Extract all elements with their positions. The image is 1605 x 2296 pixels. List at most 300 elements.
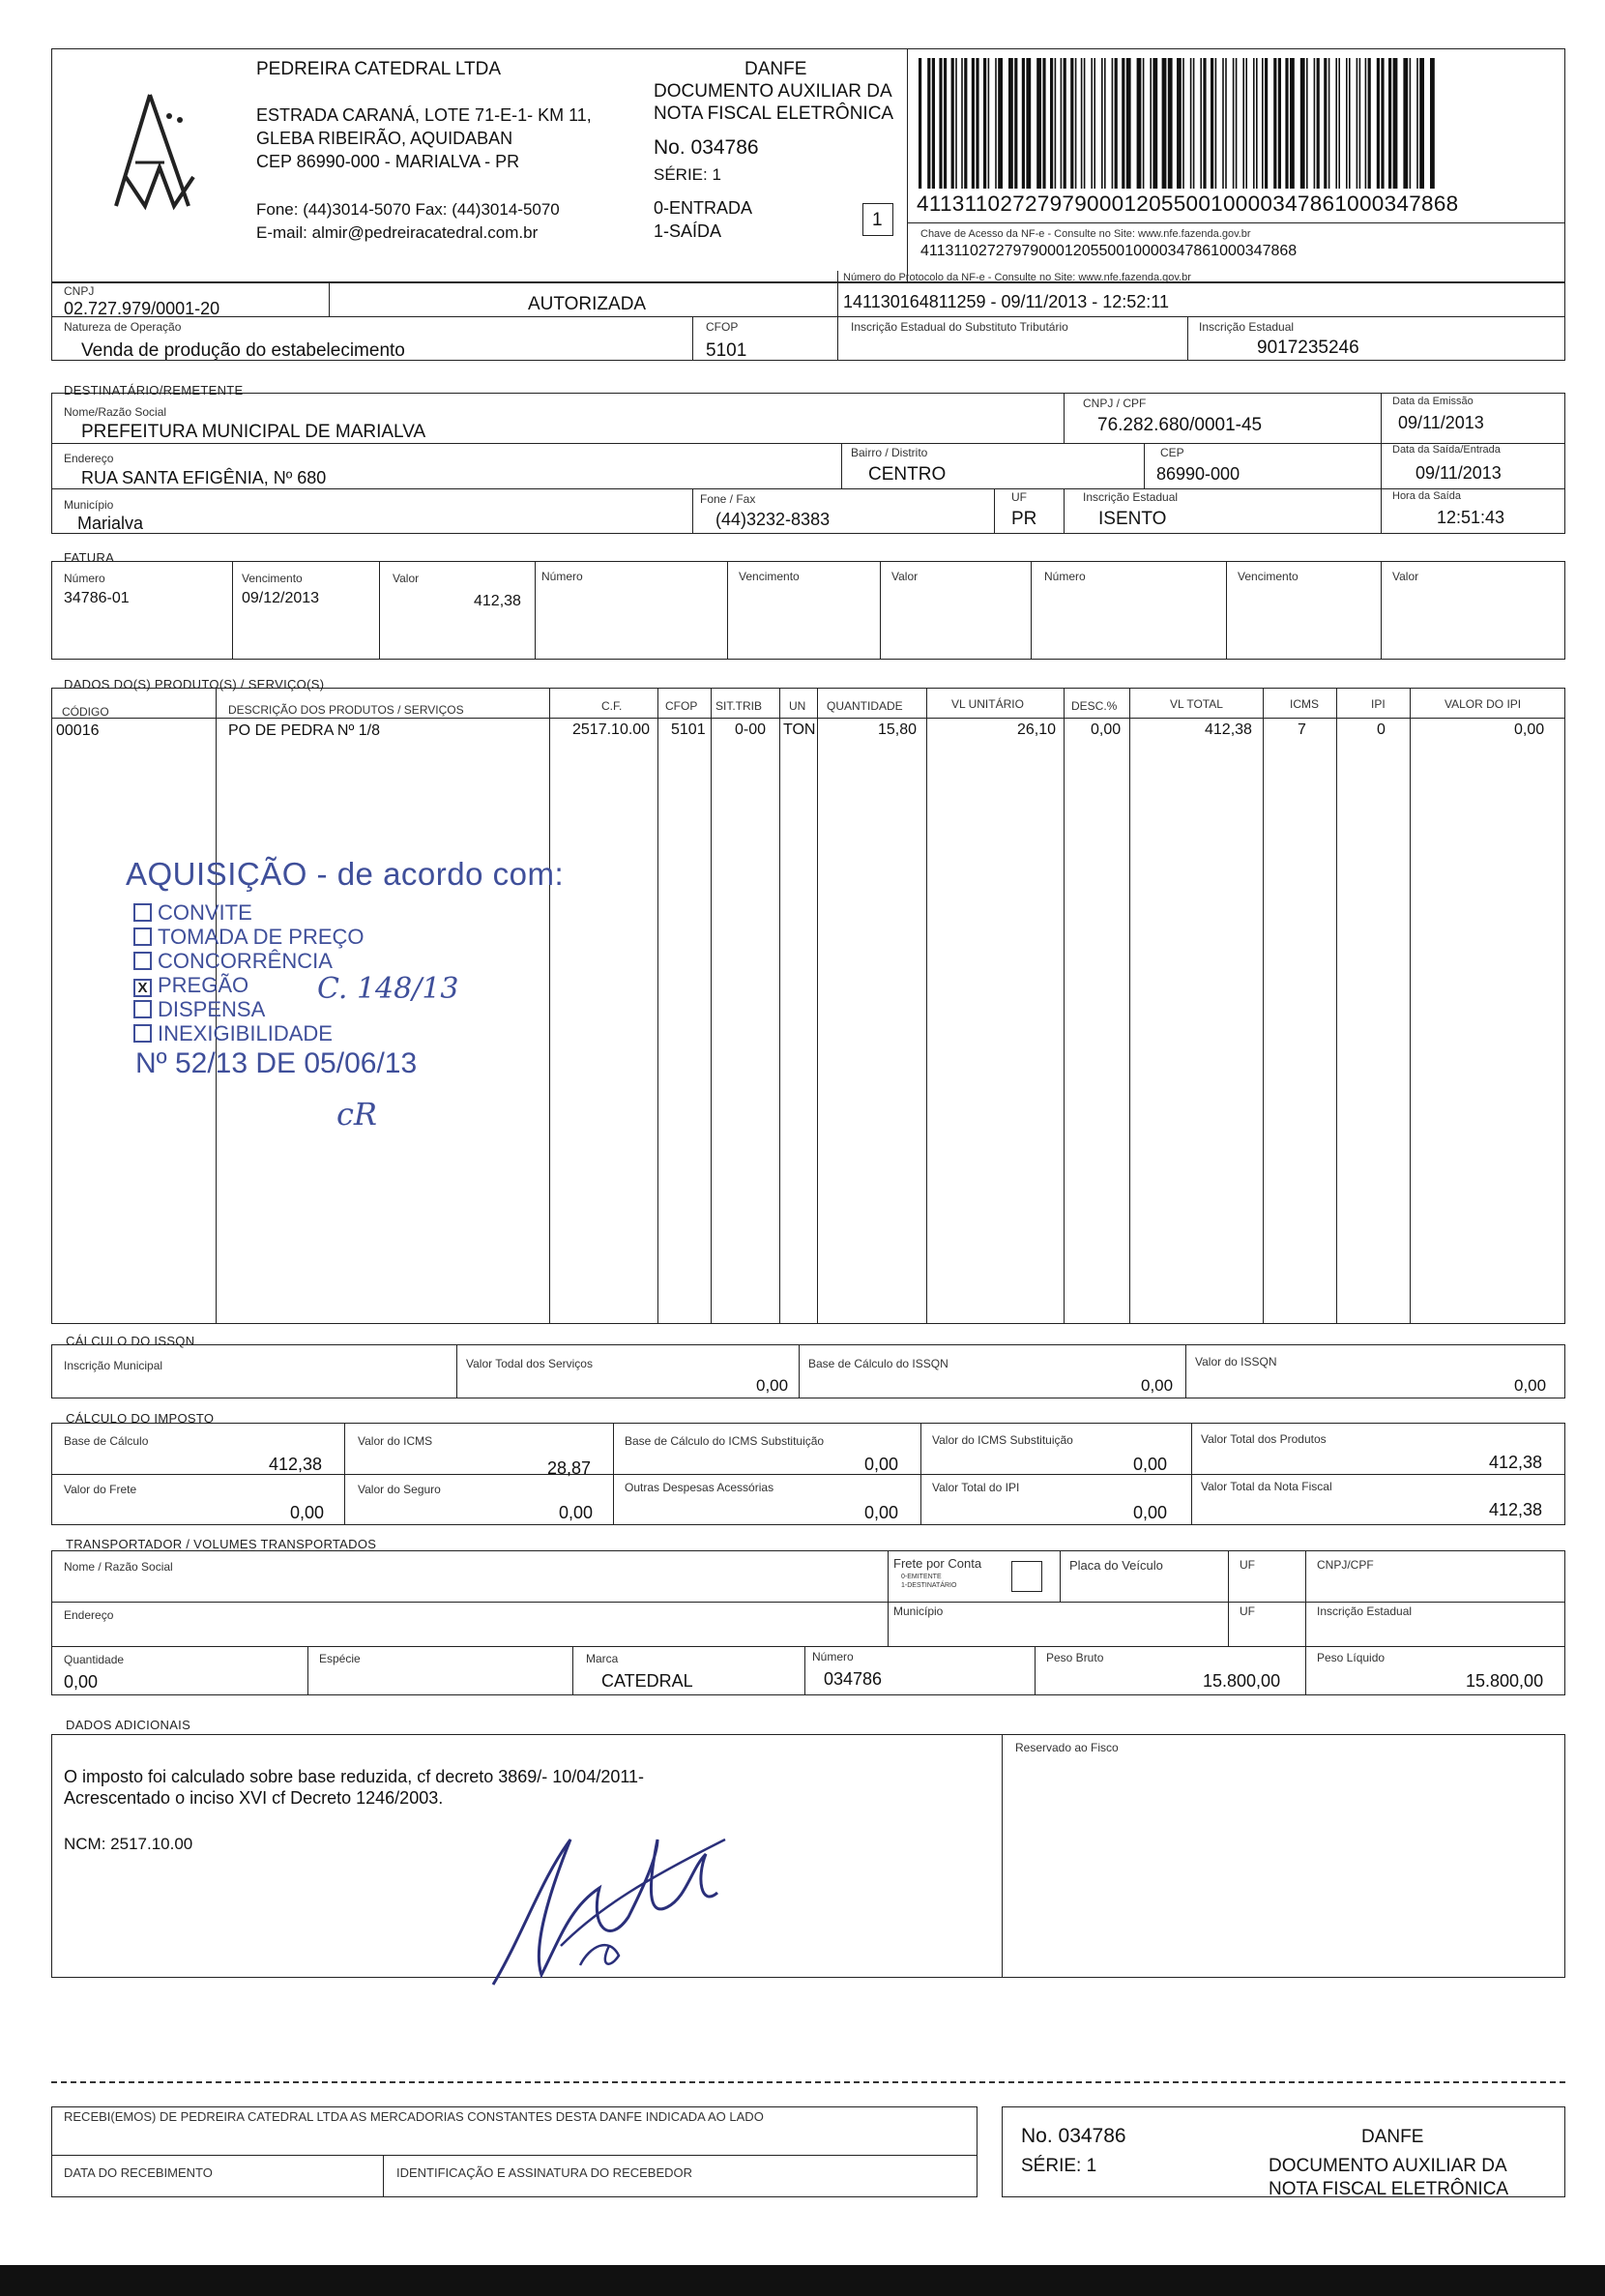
city-label: Município <box>64 498 114 512</box>
transport-cnpj-label: CNPJ/CPF <box>1317 1558 1374 1572</box>
col-header-cfop: CFOP <box>665 699 698 713</box>
barcode-bar <box>1168 58 1173 189</box>
col-header-descricao: DESCRIÇÃO DOS PRODUTOS / SERVIÇOS <box>228 703 464 717</box>
invoice-value-label: Valor <box>393 572 420 585</box>
stamp-option-6: INEXIGIBILIDADE <box>133 1021 333 1046</box>
barcode-bar <box>1324 58 1327 189</box>
barcode-bar <box>1265 58 1268 189</box>
barcode-bar <box>1377 58 1380 189</box>
recipient-district: CENTRO <box>868 464 947 485</box>
divider <box>1191 1423 1192 1525</box>
receipt-doc-2: NOTA FISCAL ELETRÔNICA <box>1269 2179 1509 2199</box>
barcode-bar <box>1064 58 1066 189</box>
barcode-bar <box>1225 58 1227 189</box>
barcode-bar <box>1233 58 1235 189</box>
row-desc: 0,00 <box>1091 721 1122 738</box>
issqn-value-3: 0,00 <box>1141 1376 1174 1395</box>
barcode-bar <box>1393 58 1398 189</box>
cnpj-value: 02.727.979/0001-20 <box>64 299 220 318</box>
divider <box>51 443 1565 444</box>
tax-value-base: 412,38 <box>269 1455 323 1474</box>
divider <box>779 688 780 1324</box>
barcode-bar <box>939 58 942 189</box>
divider <box>799 1344 800 1398</box>
barcode-bar <box>1410 58 1412 189</box>
tax-value-ipi: 0,00 <box>1133 1503 1168 1522</box>
cep-label: CEP <box>1160 446 1184 459</box>
tax-value-icms: 28,87 <box>547 1458 592 1478</box>
barcode-bar <box>1036 58 1041 189</box>
divider <box>1305 1646 1306 1695</box>
recipient-cnpj: 76.282.680/0001-45 <box>1097 415 1263 435</box>
divider <box>837 271 838 317</box>
barcode-bar <box>1419 58 1424 189</box>
stamp-option-1: CONVITE <box>133 900 252 926</box>
barcode-bar <box>961 58 963 189</box>
cut-line <box>51 2081 1565 2083</box>
recipient-cep: 86990-000 <box>1156 464 1240 484</box>
invoice-section-title: FATURA <box>64 550 115 565</box>
barcode-bar <box>1177 58 1182 189</box>
tax-section-title: CÁLCULO DO IMPOSTO <box>66 1411 215 1426</box>
invoice-number-label-2: Número <box>541 570 583 583</box>
qty-label: Quantidade <box>64 1653 125 1666</box>
divider <box>1381 393 1382 534</box>
issuer-phone: Fone: (44)3014-5070 Fax: (44)3014-5070 <box>256 200 560 219</box>
barcode-bar <box>998 58 1003 189</box>
divider <box>1263 688 1264 1324</box>
tax-label-freight: Valor do Frete <box>64 1483 137 1496</box>
stamp-handwritten-c: C. 148/13 <box>317 972 459 1006</box>
divider <box>232 561 233 660</box>
barcode-bar <box>1143 58 1145 189</box>
barcode-bar <box>1273 58 1276 189</box>
stamp-initials: cR <box>336 1096 378 1133</box>
stamp-option-4: X PREGÃO <box>133 973 248 998</box>
divider <box>51 1646 1565 1647</box>
divider <box>1228 1550 1229 1646</box>
stamp-option-3: CONCORRÊNCIA <box>133 949 333 974</box>
issqn-label-2: Valor Todal dos Serviços <box>466 1357 593 1370</box>
transport-city-label: Município <box>893 1604 944 1618</box>
emission-date: 09/11/2013 <box>1398 413 1484 432</box>
transport-section-title: TRANSPORTADOR / VOLUMES TRANSPORTADOS <box>66 1537 377 1551</box>
exit-time-label: Hora da Saída <box>1392 490 1461 502</box>
col-header-vlunitario: VL UNITÁRIO <box>951 697 1024 711</box>
divider <box>1031 561 1032 660</box>
divider <box>1035 1646 1036 1695</box>
cnpj-label: CNPJ <box>64 284 95 298</box>
nature-value: Venda de produção do estabelecimento <box>81 340 405 361</box>
col-header-icms: ICMS <box>1290 697 1319 711</box>
transport-uf2-label: UF <box>1240 1604 1255 1618</box>
tax-value-icms-st: 0,00 <box>1133 1455 1168 1474</box>
recipient-ie-label: Inscrição Estadual <box>1083 490 1179 504</box>
freight-label: Frete por Conta <box>893 1556 982 1571</box>
barcode-bar <box>1008 58 1013 189</box>
exit-time: 12:51:43 <box>1437 508 1505 527</box>
nature-label: Natureza de Operação <box>64 320 182 334</box>
tax-label-total-products: Valor Total dos Produtos <box>1201 1432 1327 1446</box>
barcode-bar <box>1388 58 1391 189</box>
barcode-bar <box>1150 58 1152 189</box>
additional-ncm: NCM: 2517.10.00 <box>64 1835 193 1853</box>
barcode-bar <box>1081 58 1083 189</box>
barcode-bar <box>995 58 997 189</box>
receipt-date-label: DATA DO RECEBIMENTO <box>64 2165 213 2180</box>
divider <box>841 443 842 488</box>
barcode-bar <box>1368 58 1371 189</box>
divider <box>613 1423 614 1525</box>
row-icms: 7 <box>1298 721 1306 738</box>
barcode-bar <box>1300 58 1305 189</box>
transport-uf-label: UF <box>1240 1558 1255 1572</box>
receipt-number: No. 034786 <box>1021 2125 1126 2147</box>
divider <box>692 316 693 361</box>
freight-option-1: 0-EMITENTE <box>901 1574 942 1580</box>
barcode-number: 41131102727979000120550010000347861000347868 <box>917 191 1459 216</box>
transport-box <box>51 1550 1565 1695</box>
tax-label-base: Base de Cálculo <box>64 1434 149 1448</box>
ie-subst-label: Inscrição Estadual do Substituto Tributário <box>851 320 1068 334</box>
recipient-city: Marialva <box>77 514 144 533</box>
receipt-danfe: DANFE <box>1361 2127 1424 2147</box>
barcode-bar <box>1014 58 1017 189</box>
divider <box>307 1646 308 1695</box>
key-divider <box>907 222 1565 223</box>
plate-label: Placa do Veículo <box>1069 1558 1163 1573</box>
barcode-bar <box>1338 58 1340 189</box>
col-header-desc: DESC.% <box>1071 699 1118 713</box>
divider <box>1305 1550 1306 1646</box>
tax-label-total-invoice: Valor Total da Nota Fiscal <box>1201 1480 1332 1493</box>
issqn-section-title: CÁLCULO DO ISSQN <box>66 1334 195 1348</box>
issqn-box <box>51 1344 1565 1398</box>
barcode-bar <box>1211 58 1213 189</box>
danfe-series: SÉRIE: 1 <box>654 165 721 184</box>
net-weight: 15.800,00 <box>1466 1671 1544 1691</box>
row-cfop: 5101 <box>671 721 706 738</box>
divider <box>572 1646 573 1695</box>
barcode-bar <box>1381 58 1384 189</box>
key-label: Chave de Acesso da NF-e - Consulte no Site: www.nfe.fazenda.gov.br <box>920 228 1251 240</box>
divider <box>1381 561 1382 660</box>
gross-weight: 15.800,00 <box>1203 1671 1281 1691</box>
barcode-bar <box>1357 58 1358 189</box>
row-sittrib: 0-00 <box>735 721 767 738</box>
row-valoripi: 0,00 <box>1514 721 1545 738</box>
barcode-bar <box>1137 58 1142 189</box>
danfe-type-value: 1 <box>872 210 883 230</box>
barcode-bar <box>1190 58 1192 189</box>
divider <box>379 561 380 660</box>
divider <box>51 488 1565 489</box>
barcode-bar <box>1115 58 1118 189</box>
barcode-bar <box>1094 58 1095 189</box>
danfe-number: No. 034786 <box>654 136 759 159</box>
barcode-bar <box>1055 58 1057 189</box>
barcode-bar <box>1253 58 1255 189</box>
issqn-value-4: 0,00 <box>1514 1376 1547 1395</box>
tax-value-freight: 0,00 <box>290 1503 325 1522</box>
additional-text-2: Acrescentado o inciso XVI cf Decreto 1246/2003. <box>64 1788 444 1808</box>
tax-label-base-st: Base de Cálculo do ICMS Substituição <box>625 1434 825 1448</box>
divider <box>1064 393 1065 443</box>
phone-label: Fone / Fax <box>700 492 756 506</box>
recipient-phone: (44)3232-8383 <box>715 510 831 529</box>
barcode-bar <box>1290 58 1295 189</box>
district-label: Bairro / Distrito <box>851 446 928 459</box>
issuer-name: PEDREIRA CATEDRAL LTDA <box>256 59 502 79</box>
tax-label-icms-st: Valor do ICMS Substituição <box>932 1433 1073 1447</box>
invoice-due-label: Vencimento <box>242 572 303 585</box>
barcode-bar <box>1245 58 1247 189</box>
issqn-label-3: Base de Cálculo do ISSQN <box>808 1357 948 1370</box>
stamp-number-line: Nº 52/13 DE 05/06/13 <box>135 1047 418 1079</box>
divider <box>1064 688 1065 1324</box>
barcode-bar <box>1349 58 1351 189</box>
divider <box>1187 316 1188 361</box>
divider <box>329 282 330 317</box>
barcode-bar <box>1430 58 1435 189</box>
row-vltotal: 412,38 <box>1205 721 1252 738</box>
divider <box>456 1344 457 1398</box>
barcode-bar <box>1278 58 1281 189</box>
receipt-text: RECEBI(EMOS) DE PEDREIRA CATEDRAL LTDA AS MERCADORIAS CONSTANTES DESTA DANFE INDICADA AO LADO <box>64 2109 764 2124</box>
row-descricao: PO DE PEDRA Nº 1/8 <box>228 722 381 739</box>
cnpj-row-box <box>51 282 1565 317</box>
ie-value: 9017235246 <box>1257 338 1359 358</box>
barcode-bar <box>1070 58 1073 189</box>
recipient-ie: ISENTO <box>1098 509 1167 529</box>
stamp-checked-box: X <box>133 979 152 997</box>
barcode-bar <box>1126 58 1131 189</box>
barcode-bar <box>1359 58 1361 189</box>
barcode-bar <box>1084 58 1086 189</box>
tax-label-insurance: Valor do Seguro <box>358 1483 441 1496</box>
brand-label: Marca <box>586 1652 619 1665</box>
recipient-uf: PR <box>1011 509 1037 529</box>
barcode-bar <box>1306 58 1308 189</box>
danfe-exit: 1-SAÍDA <box>654 221 722 241</box>
row-quantidade: 15,80 <box>878 721 918 738</box>
emission-label: Data da Emissão <box>1392 396 1474 407</box>
divider <box>1060 1550 1061 1602</box>
barcode-bar <box>1317 58 1320 189</box>
divider <box>1410 688 1411 1324</box>
divider <box>994 488 995 534</box>
divider <box>926 688 927 1324</box>
divider <box>1226 561 1227 660</box>
danfe-subtitle-2: NOTA FISCAL ELETRÔNICA <box>654 103 894 124</box>
barcode-bar <box>951 58 954 189</box>
barcode-bar <box>1162 58 1167 189</box>
recipient-name: PREFEITURA MUNICIPAL DE MARIALVA <box>81 422 426 442</box>
divider <box>1185 1344 1186 1398</box>
receipt-doc-1: DOCUMENTO AUXILIAR DA <box>1269 2156 1507 2176</box>
barcode-bar <box>1112 58 1114 189</box>
row-codigo: 00016 <box>56 722 100 739</box>
invoice-number-label-3: Número <box>1044 570 1086 583</box>
barcode <box>917 58 1555 189</box>
protocol-value: 141130164811259 - 09/11/2013 - 12:52:11 <box>843 292 1169 311</box>
barcode-bar <box>988 58 990 189</box>
barcode-bar <box>976 58 978 189</box>
divider <box>1336 688 1337 1324</box>
divider <box>1129 688 1130 1324</box>
barcode-bar <box>1075 58 1077 189</box>
divider <box>51 2155 978 2156</box>
barcode-bar <box>1346 58 1348 189</box>
acquisition-stamp <box>124 846 569 1136</box>
barcode-bar <box>1314 58 1316 189</box>
recipient-cnpj-label: CNPJ / CPF <box>1083 397 1147 410</box>
divider <box>51 718 1565 719</box>
divider <box>888 1550 889 1646</box>
barcode-bar <box>1236 58 1238 189</box>
divider <box>1144 443 1145 488</box>
divider <box>1064 488 1065 534</box>
exit-date: 09/11/2013 <box>1415 463 1502 483</box>
row-vlunitario: 26,10 <box>1017 721 1057 738</box>
transport-number-label: Número <box>812 1650 854 1663</box>
barcode-bar <box>1042 58 1045 189</box>
divider <box>51 1602 1565 1603</box>
cfop-label: CFOP <box>706 320 739 334</box>
barcode-bar <box>1122 58 1124 189</box>
barcode-bar <box>1262 58 1264 189</box>
invoice-value: 412,38 <box>474 593 521 609</box>
tax-value-base-st: 0,00 <box>864 1455 899 1474</box>
transport-ie-label: Inscrição Estadual <box>1317 1604 1413 1618</box>
recipient-name-label: Nome/Razão Social <box>64 405 167 419</box>
tax-value-other: 0,00 <box>864 1503 899 1522</box>
barcode-bar <box>1416 58 1418 189</box>
barcode-bar <box>1061 58 1063 189</box>
divider <box>920 1423 921 1525</box>
barcode-bar <box>1022 58 1025 189</box>
divider <box>804 1646 805 1695</box>
col-header-ipi: IPI <box>1371 697 1386 711</box>
qty-value: 0,00 <box>64 1672 99 1692</box>
tax-value-insurance: 0,00 <box>559 1503 594 1522</box>
danfe-subtitle-1: DOCUMENTO AUXILIAR DA <box>654 81 892 102</box>
stamp-option-5: DISPENSA <box>133 997 265 1022</box>
species-label: Espécie <box>319 1652 361 1665</box>
brand-value: CATEDRAL <box>601 1671 693 1691</box>
danfe-entry: 0-ENTRADA <box>654 198 753 218</box>
divider <box>535 561 536 660</box>
barcode-bar <box>1365 58 1367 189</box>
barcode-bar <box>983 58 986 189</box>
divider <box>1002 1734 1003 1978</box>
transport-address-label: Endereço <box>64 1608 114 1622</box>
issuer-address-2: GLEBA RIBEIRÃO, AQUIDABAN <box>256 129 513 148</box>
divider <box>51 1474 1565 1475</box>
divider <box>692 488 693 534</box>
cfop-value: 5101 <box>706 340 747 361</box>
receipt-series: SÉRIE: 1 <box>1021 2156 1097 2176</box>
access-key: 41131102727979000120550010000347861000347868 <box>920 243 1298 259</box>
freight-checkbox[interactable] <box>1011 1561 1042 1592</box>
issuer-address-1: ESTRADA CARANÁ, LOTE 71-E-1- KM 11, <box>256 105 592 125</box>
pedreira-logo-icon <box>97 85 213 221</box>
invoice-value-label-2: Valor <box>891 570 919 583</box>
transport-name-label: Nome / Razão Social <box>64 1560 173 1574</box>
barcode-bar <box>1050 58 1053 189</box>
barcode-bar <box>1101 58 1103 189</box>
invoice-due-label-2: Vencimento <box>739 570 800 583</box>
issuer-address-3: CEP 86990-000 - MARIALVA - PR <box>256 152 520 171</box>
divider <box>880 561 881 660</box>
col-header-sittrib: SIT.TRIB <box>715 699 763 713</box>
stamp-title: AQUISIÇÃO - de acordo com: <box>126 856 565 892</box>
barcode-bar <box>1242 58 1244 189</box>
row-un: TON <box>783 721 816 738</box>
recipient-address: RUA SANTA EFIGÊNIA, Nº 680 <box>81 468 327 487</box>
scan-edge <box>0 2265 1605 2296</box>
barcode-bar <box>927 58 930 189</box>
barcode-bar <box>1193 58 1195 189</box>
address-label: Endereço <box>64 452 114 465</box>
col-header-codigo: CÓDIGO <box>62 705 109 719</box>
invoice-due: 09/12/2013 <box>242 590 320 606</box>
barcode-bar <box>932 58 935 189</box>
additional-text-1: O imposto foi calculado sobre base reduzida, cf decreto 3869/- 10/04/2011- <box>64 1767 645 1786</box>
barcode-bar <box>1026 58 1031 189</box>
transport-number: 034786 <box>824 1669 883 1689</box>
col-header-un: UN <box>789 699 806 713</box>
danfe-title: DANFE <box>744 59 807 79</box>
net-weight-label: Peso Líquido <box>1317 1651 1386 1664</box>
barcode-bar <box>1200 58 1202 189</box>
barcode-bar <box>1222 58 1224 189</box>
barcode-bar <box>972 58 975 189</box>
invoice-due-label-3: Vencimento <box>1238 570 1299 583</box>
tax-label-other: Outras Despesas Acessórias <box>625 1481 774 1494</box>
gross-weight-label: Peso Bruto <box>1046 1651 1104 1664</box>
header-divider <box>907 48 908 282</box>
barcode-bar <box>1182 58 1184 189</box>
tax-label-ipi: Valor Total do IPI <box>932 1481 1020 1494</box>
issqn-label-1: Inscrição Municipal <box>64 1359 163 1372</box>
divider <box>383 2155 384 2197</box>
issqn-label-4: Valor do ISSQN <box>1195 1355 1277 1369</box>
invoice-number: 34786-01 <box>64 590 130 606</box>
barcode-bar <box>1153 58 1157 189</box>
col-header-vltotal: VL TOTAL <box>1170 697 1223 711</box>
exit-date-label: Data da Saída/Entrada <box>1392 444 1501 456</box>
barcode-bar <box>1256 58 1258 189</box>
barcode-bar <box>919 58 921 189</box>
ie-label: Inscrição Estadual <box>1199 320 1295 334</box>
col-header-valoripi: VALOR DO IPI <box>1444 697 1522 711</box>
divider <box>344 1423 345 1525</box>
additional-section-title: DADOS ADICIONAIS <box>66 1718 191 1732</box>
barcode-bar <box>1215 58 1217 189</box>
issqn-value-2: 0,00 <box>756 1376 789 1395</box>
divider <box>817 688 818 1324</box>
divider <box>657 688 658 1324</box>
divider <box>837 316 838 361</box>
barcode-bar <box>1203 58 1206 189</box>
col-header-cf: C.F. <box>601 699 623 713</box>
row-cf: 2517.10.00 <box>572 721 651 738</box>
row-ipi: 0 <box>1377 721 1386 738</box>
invoice-number-label: Número <box>64 572 105 585</box>
barcode-bar <box>955 58 957 189</box>
stamp-option-2: TOMADA DE PREÇO <box>133 925 365 950</box>
